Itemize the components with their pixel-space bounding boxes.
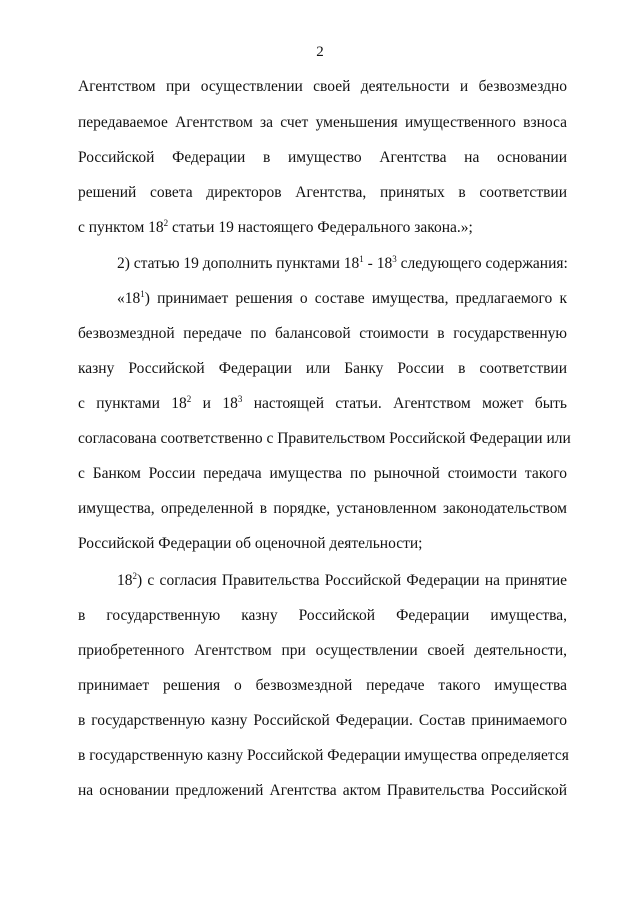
text-line: Российской Федерации об оценочной деятельности;	[78, 535, 423, 552]
text-line	[117, 253, 567, 275]
text-fragment: 2) статью 19 дополнить пунктами 18	[117, 255, 360, 272]
text-fragment: с пунктами 18	[78, 395, 187, 412]
text-line: в государственную казну Российской Федерации имущества определяется	[78, 747, 569, 764]
superscript: 2	[186, 394, 192, 404]
superscript: 2	[163, 218, 169, 228]
text-fragment: ) с согласия Правительства Российской Федерации на принятие	[137, 572, 567, 589]
text-line	[117, 570, 567, 592]
superscript: 1	[140, 289, 145, 299]
text-fragment: и 18	[191, 395, 238, 412]
text-line: казну Российской Федерации или Банку России в соответствии	[78, 360, 567, 377]
text-fragment: с пунктом 18	[78, 219, 164, 236]
text-line	[78, 393, 567, 415]
superscript: 3	[392, 254, 397, 264]
text-line: приобретенного Агентством при осуществлении своей деятельности,	[78, 642, 567, 659]
text-fragment: 18	[117, 572, 133, 589]
text-fragment: настоящей статьи. Агентством может быть	[242, 395, 567, 412]
text-line: решений совета директоров Агентства, принятых в соответствии	[78, 184, 567, 201]
text-line: безвозмездной передаче по балансовой стоимости в государственную	[78, 325, 567, 342]
superscript: 3	[237, 394, 243, 404]
text-line: согласована соответственно с Правительством Российской Федерации или	[78, 430, 571, 447]
text-line: с Банком России передача имущества по рыночной стоимости такого	[78, 465, 567, 482]
text-fragment: ) принимает решения о составе имущества, предлагаемого к	[144, 290, 567, 307]
text-fragment: «18	[117, 290, 141, 307]
text-line: в государственную казну Российской Федерации имущества,	[78, 607, 567, 624]
superscript: 1	[359, 254, 364, 264]
page-number: 2	[316, 44, 324, 60]
text-line: принимает решения о безвозмездной передаче такого имущества	[78, 677, 567, 694]
text-fragment: следующего содержания:	[396, 255, 568, 272]
text-line	[78, 217, 567, 239]
text-line	[117, 288, 567, 310]
text-line: на основании предложений Агентства актом Правительства Российской	[78, 782, 567, 799]
text-line: передаваемое Агентством за счет уменьшения имущественного взноса	[78, 114, 567, 131]
superscript: 2	[132, 571, 137, 581]
text-line: в государственную казну Российской Федерации. Состав принимаемого	[78, 712, 567, 729]
text-line: Агентством при осуществлении своей деятельности и безвозмездно	[78, 78, 567, 95]
text-fragment: - 18	[363, 255, 393, 272]
text-fragment: статьи 19 настоящего Федерального закона.»;	[168, 219, 473, 236]
text-line: Российской Федерации в имущество Агентства на основании	[78, 149, 567, 166]
text-line: имущества, определенной в порядке, установленном законодательством	[78, 500, 567, 517]
